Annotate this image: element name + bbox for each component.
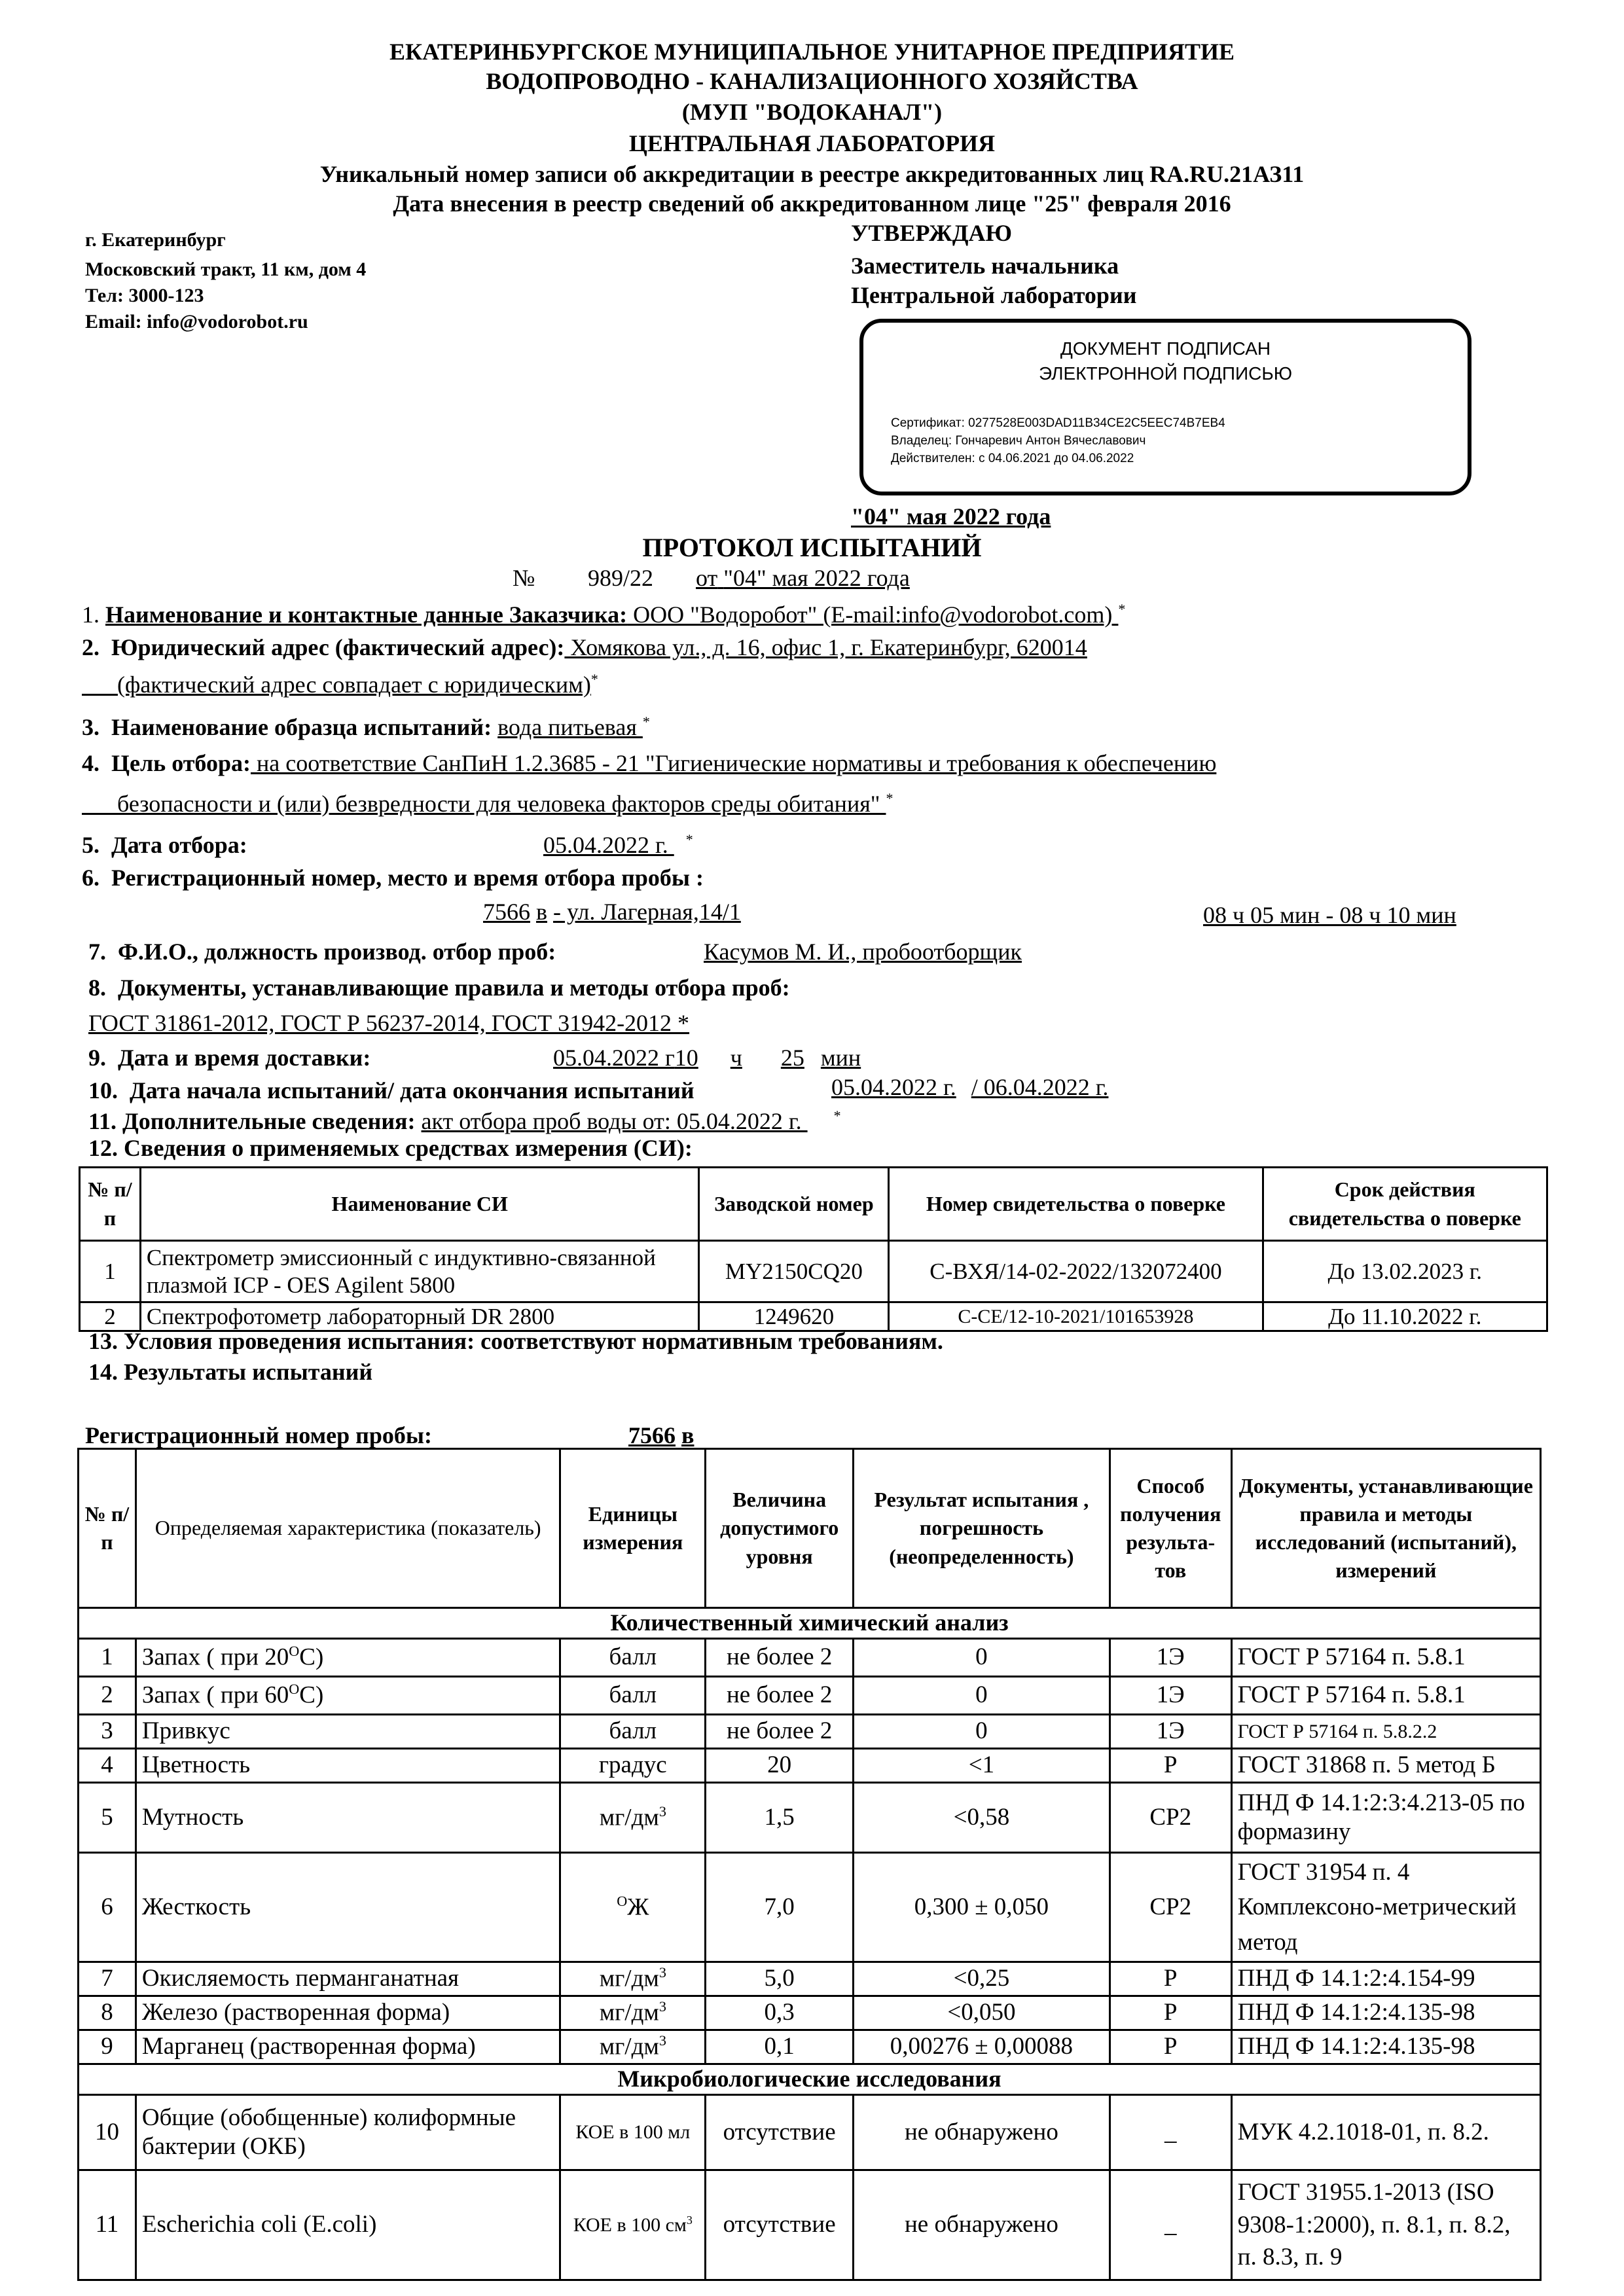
results-table: [77, 1448, 1542, 2281]
row7-limit: 5,0: [706, 1962, 854, 1996]
results-header-units: Единицы измерения: [560, 1449, 706, 1608]
stamp-line2: ЭЛЕКТРОННОЙ ПОДПИСЬЮ: [1038, 363, 1292, 384]
field-5-value-wrap: [543, 831, 693, 859]
field-4: [82, 749, 1216, 777]
field-11-num: 11.: [88, 1108, 117, 1134]
protocol-title: ПРОТОКОЛ ИСПЫТАНИЙ: [642, 533, 982, 562]
field-9-label: Дата и время доставки:: [118, 1045, 371, 1071]
row11-name: Escherichia coli (E.coli): [135, 2170, 560, 2280]
field-1-asterisk: *: [1118, 601, 1126, 617]
row3-limit: не более 2: [706, 1715, 854, 1749]
row3-num: 3: [79, 1715, 136, 1749]
section-chemical: Количественный химический анализ: [79, 1608, 1541, 1639]
field-10-label: Дата начала испытаний/ дата окончания испытаний: [130, 1077, 695, 1103]
si-row2-serial: 1249620: [699, 1302, 889, 1331]
org-name-line3: (МУП "ВОДОКАНАЛ"): [681, 99, 943, 125]
field-3-num: 3.: [82, 714, 99, 740]
field-9-h: ч: [730, 1045, 742, 1071]
row4-doc: ГОСТ 31868 п. 5 метод Б: [1231, 1749, 1540, 1783]
row1-name: Запах ( при $20^ОС$): [135, 1639, 560, 1677]
table-row: [79, 1677, 1541, 1715]
field-5: [82, 831, 247, 859]
electronic-signature-stamp: [859, 319, 1471, 495]
approval-position2: Центральной лаборатории: [851, 282, 1137, 308]
si-row1-serial: MY2150CQ20: [699, 1241, 889, 1302]
field-8-value: ГОСТ 31861-2012, ГОСТ Р 56237-2014, ГОСТ 31942-2012 *: [88, 1010, 690, 1036]
si-header-name: Наименование СИ: [140, 1168, 699, 1241]
row2-result: 0: [854, 1677, 1110, 1715]
field-7-value-wrap: [704, 938, 1022, 965]
si-row1-num: 1: [80, 1241, 141, 1302]
row7-method: Р: [1110, 1962, 1231, 1996]
stamp-owner: Владелец: Гончаревич Антон Вячеславович: [891, 434, 1146, 448]
results-header-characteristic: Определяемая характеристика (показатель): [135, 1449, 560, 1608]
approval-date: "04" мая 2022 года: [851, 503, 1051, 529]
protocol-date-value: "04" мая 2022 года: [723, 565, 910, 591]
field-13-label: Условия проведения испытания: соответствуют нормативным требованиям.: [124, 1328, 943, 1354]
field-9-values: [553, 1044, 861, 1071]
si-row1-name: Спектрометр эмиссионный с индуктивно-связанной плазмой ICP - OES Agilent 5800: [140, 1241, 699, 1302]
row2-name: Запах ( при $60^ОС$): [135, 1677, 560, 1715]
row9-unit: $мг/дм^3$: [560, 2030, 706, 2064]
registry-date: Дата внесения в реестр сведений об аккредитованном лице "25" февраля 2016: [393, 190, 1231, 217]
field-6-reg-number: 7566: [483, 899, 530, 925]
protocol-number: 989/22: [588, 565, 654, 591]
field-14-num: 14.: [88, 1359, 118, 1385]
field-4-value: на соответствие СанПиН 1.2.3685 - 21 "Гигиенические нормативы и требования к обеспечению: [250, 750, 1217, 776]
field-6-place: - ул. Лагерная,14/1: [553, 899, 741, 925]
stamp-validity: Действителен: с 04.06.2021 до 04.06.2022: [891, 452, 1134, 465]
row9-name: Марганец (растворенная форма): [135, 2030, 560, 2064]
row8-name: Железо (растворенная форма): [135, 1996, 560, 2030]
field-3-value: вода питьевая: [497, 714, 643, 740]
field-14-label: Результаты испытаний: [124, 1359, 373, 1385]
results-header-method: Способ получения результа-тов: [1110, 1449, 1231, 1608]
row11-unit: КОЕ в 100 $см^3$: [560, 2170, 706, 2280]
field-2: [82, 634, 1087, 661]
row7-name: Окисляемость перманганатная: [135, 1962, 560, 1996]
accreditation-number: Уникальный номер записи об аккредитации в реестре аккредитованных лиц RA.RU.21АЗ11: [319, 161, 1305, 187]
contact-email: Email: info@vodorobot.ru: [85, 311, 308, 332]
results-header-num: № п/п: [79, 1449, 136, 1608]
row11-doc: ГОСТ 31955.1-2013 (ISO 9308-1:2000), п. 8.1, п. 8.2, п. 8.3, п. 9: [1231, 2170, 1540, 2280]
row11-limit: отсутствие: [706, 2170, 854, 2280]
section-row: [79, 2064, 1541, 2095]
row1-num: 1: [79, 1639, 136, 1677]
row2-num: 2: [79, 1677, 136, 1715]
sample-reg-label: Регистрационный номер пробы:: [85, 1422, 432, 1448]
field-4-label: Цель отбора:: [111, 750, 251, 776]
field-1-label: Наименование и контактные данные Заказчика:: [105, 601, 628, 628]
field-6-values: [483, 898, 741, 925]
table-row: [80, 1241, 1547, 1302]
field-12-num: 12.: [88, 1135, 118, 1161]
field-6-time-wrap: [1203, 901, 1456, 929]
si-table-header: [80, 1168, 1547, 1241]
row5-method: СР2: [1110, 1783, 1231, 1853]
field-6: [82, 864, 704, 891]
contact-phone: Тел: 3000-123: [85, 285, 204, 306]
results-header-result: Результат испытания , погрешность (неопределенность): [854, 1449, 1110, 1608]
field-2-value: Хомякова ул., д. 16, офис 1, г. Екатеринбург, 620014: [564, 634, 1087, 660]
row6-limit: 7,0: [706, 1853, 854, 1962]
approval-title: УТВЕРЖДАЮ: [851, 220, 1013, 246]
si-header-serial: Заводской номер: [699, 1168, 889, 1241]
field-3-label: Наименование образца испытаний:: [111, 714, 492, 740]
field-6-num: 6.: [82, 865, 99, 891]
row8-doc: ПНД Ф 14.1:2:4.135-98: [1231, 1996, 1540, 2030]
results-table-header: [79, 1449, 1541, 1608]
row11-method: _: [1110, 2170, 1231, 2280]
row8-limit: 0,3: [706, 1996, 854, 2030]
row6-result: 0,300 ± 0,050: [854, 1853, 1110, 1962]
row10-name: Общие (обобщенные) колиформные бактерии (ОКБ): [135, 2095, 560, 2170]
field-10-end: / 06.04.2022 г.: [971, 1074, 1109, 1100]
field-8-label: Документы, устанавливающие правила и методы отбора проб:: [118, 975, 790, 1001]
field-2-asterisk: *: [590, 671, 598, 687]
row11-num: 11: [79, 2170, 136, 2280]
row3-doc: ГОСТ Р 57164 п. 5.8.2.2: [1231, 1715, 1540, 1749]
row4-result: <1: [854, 1749, 1110, 1783]
row7-result: <0,25: [854, 1962, 1110, 1996]
field-10-values: [831, 1073, 1108, 1101]
stamp-line1: ДОКУМЕНТ ПОДПИСАН: [1060, 338, 1271, 359]
field-4-num: 4.: [82, 750, 99, 776]
row10-result: не обнаружено: [854, 2095, 1110, 2170]
table-row: [79, 1639, 1541, 1677]
field-12-label: Сведения о применяемых средствах измерения (СИ):: [124, 1135, 693, 1161]
field-4-line2: [82, 790, 893, 817]
field-10-num: 10.: [88, 1077, 118, 1103]
row4-limit: 20: [706, 1749, 854, 1783]
field-6-letter: в: [536, 899, 547, 925]
results-header-docs: Документы, устанавливающие правила и методы исследований (испытаний), измерений: [1231, 1449, 1540, 1608]
row11-result: не обнаружено: [854, 2170, 1110, 2280]
field-9: [88, 1044, 370, 1071]
row5-doc: ПНД Ф 14.1:2:3:4.213-05 по формазину: [1231, 1783, 1540, 1853]
field-8-num: 8.: [88, 975, 106, 1001]
org-name-line2: ВОДОПРОВОДНО - КАНАЛИЗАЦИОННОГО ХОЗЯЙСТВА: [486, 68, 1138, 94]
field-2-label: Юридический адрес (фактический адрес):: [111, 634, 565, 660]
section-microbiology: Микробиологические исследования: [79, 2064, 1541, 2095]
row1-doc: ГОСТ Р 57164 п. 5.8.1: [1231, 1639, 1540, 1677]
org-name-line1: ЕКАТЕРИНБУРГСКОЕ МУНИЦИПАЛЬНОЕ УНИТАРНОЕ ПРЕДПРИЯТИЕ: [389, 39, 1235, 65]
results-header-limit: Величина допустимого уровня: [706, 1449, 854, 1608]
row6-name: Жесткость: [135, 1853, 560, 1962]
field-12: [88, 1134, 693, 1162]
row6-num: 6: [79, 1853, 136, 1962]
field-1-num: 1.: [82, 601, 99, 628]
table-row: [79, 2170, 1541, 2280]
protocol-no-label: №: [513, 565, 535, 591]
field-11-value: акт отбора проб воды от: 05.04.2022 г.: [421, 1108, 808, 1134]
row8-method: Р: [1110, 1996, 1231, 2030]
field-5-value: 05.04.2022 г.: [543, 832, 674, 858]
field-13: [88, 1327, 943, 1355]
table-row: [79, 1962, 1541, 1996]
row6-method: СР2: [1110, 1853, 1231, 1962]
row9-doc: ПНД Ф 14.1:2:4.135-98: [1231, 2030, 1540, 2064]
row4-method: Р: [1110, 1749, 1231, 1783]
table-row: [79, 2030, 1541, 2064]
row10-num: 10: [79, 2095, 136, 2170]
stamp-certificate: Сертификат: 0277528E003DAD11B34CE2C5EEC74B7EB4: [891, 416, 1225, 430]
field-5-num: 5.: [82, 832, 99, 858]
row9-result: 0,00276 ± 0,00088: [854, 2030, 1110, 2064]
row10-doc: МУК 4.2.1018-01, п. 8.2.: [1231, 2095, 1540, 2170]
field-8: [88, 974, 790, 1001]
row4-num: 4: [79, 1749, 136, 1783]
row2-doc: ГОСТ Р 57164 п. 5.8.1: [1231, 1677, 1540, 1715]
field-9-date: 05.04.2022 г: [553, 1045, 675, 1071]
si-row2-num: 2: [80, 1302, 141, 1331]
field-11-label: Дополнительные сведения:: [122, 1108, 416, 1134]
row6-doc: ГОСТ 31954 п. 4 Комплексоно-метрический метод: [1231, 1853, 1540, 1962]
field-10-start: 05.04.2022 г.: [831, 1074, 956, 1100]
row3-result: 0: [854, 1715, 1110, 1749]
row10-method: _: [1110, 2095, 1231, 2170]
approval-position1: Заместитель начальника: [851, 253, 1119, 279]
row7-num: 7: [79, 1962, 136, 1996]
field-11: [88, 1107, 841, 1135]
table-row: [79, 1715, 1541, 1749]
lab-name: ЦЕНТРАЛЬНАЯ ЛАБОРАТОРИЯ: [628, 130, 996, 156]
row2-method: 1Э: [1110, 1677, 1231, 1715]
si-table: [79, 1166, 1548, 1332]
sample-letter: в: [681, 1422, 695, 1448]
field-9-hours: 10: [674, 1045, 698, 1071]
si-row2-cert: С-СЕ/12-10-2021/101653928: [889, 1302, 1263, 1331]
field-13-num: 13.: [88, 1328, 118, 1354]
si-header-valid: Срок действия свидетельства о поверке: [1263, 1168, 1547, 1241]
row9-limit: 0,1: [706, 2030, 854, 2064]
row5-result: <0,58: [854, 1783, 1110, 1853]
table-row: [79, 1853, 1541, 1962]
table-row: [79, 1749, 1541, 1783]
contact-city: г. Екатеринбург: [85, 229, 226, 251]
si-row2-valid: До 11.10.2022 г.: [1263, 1302, 1547, 1331]
field-5-label: Дата отбора:: [111, 832, 247, 858]
field-1-value: ООО "Водоробот" (E-mail:info@vodorobot.com): [627, 601, 1119, 628]
field-5-asterisk: *: [685, 831, 693, 848]
row7-doc: ПНД Ф 14.1:2:4.154-99: [1231, 1962, 1540, 1996]
table-row: [79, 1783, 1541, 1853]
field-2-num: 2.: [82, 634, 99, 660]
field-6-label: Регистрационный номер, место и время отбора пробы :: [111, 865, 704, 891]
si-row2-name: Спектрофотометр лабораторный DR 2800: [140, 1302, 699, 1331]
row4-name: Цветность: [135, 1749, 560, 1783]
row1-unit: балл: [560, 1639, 706, 1677]
row2-limit: не более 2: [706, 1677, 854, 1715]
field-7-value: Касумов М. И., пробоотборщик: [704, 939, 1022, 965]
row10-limit: отсутствие: [706, 2095, 854, 2170]
row5-unit: $мг/дм^3$: [560, 1783, 706, 1853]
row2-unit: балл: [560, 1677, 706, 1715]
field-10: [88, 1077, 695, 1104]
row10-unit: КОЕ в 100 мл: [560, 2095, 706, 2170]
row6-unit: $^О$Ж: [560, 1853, 706, 1962]
row3-name: Привкус: [135, 1715, 560, 1749]
sample-reg-number: [628, 1422, 694, 1449]
field-1: [82, 601, 1125, 628]
row3-method: 1Э: [1110, 1715, 1231, 1749]
field-6-time: 08 ч 05 мин - 08 ч 10 мин: [1203, 902, 1456, 928]
row8-num: 8: [79, 1996, 136, 2030]
row5-name: Мутность: [135, 1783, 560, 1853]
row9-num: 9: [79, 2030, 136, 2064]
row8-unit: $мг/дм^3$: [560, 1996, 706, 2030]
row8-result: <0,050: [854, 1996, 1110, 2030]
field-4-value2: безопасности и (или) безвредности для человека факторов среды обитания": [117, 791, 886, 817]
row9-method: Р: [1110, 2030, 1231, 2064]
row5-num: 5: [79, 1783, 136, 1853]
field-4-asterisk: *: [886, 790, 893, 806]
protocol-date-label: от: [696, 565, 718, 591]
row1-limit: не более 2: [706, 1639, 854, 1677]
si-row1-valid: До 13.02.2023 г.: [1263, 1241, 1547, 1302]
field-7: [88, 938, 556, 965]
si-header-cert: Номер свидетельства о поверке: [889, 1168, 1263, 1241]
protocol-date: [696, 564, 910, 592]
field-3: [82, 713, 650, 741]
row1-method: 1Э: [1110, 1639, 1231, 1677]
field-11-asterisk: *: [833, 1107, 841, 1124]
field-2-line2: [82, 671, 598, 698]
table-row: [79, 1996, 1541, 2030]
row3-unit: балл: [560, 1715, 706, 1749]
sample-number: 7566: [628, 1422, 676, 1448]
table-row: [79, 2095, 1541, 2170]
section-row: [79, 1608, 1541, 1639]
field-8-value-wrap: [88, 1009, 689, 1037]
row1-result: 0: [854, 1639, 1110, 1677]
field-7-num: 7.: [88, 939, 106, 965]
table-row: [80, 1302, 1547, 1331]
field-7-label: Ф.И.О., должность производ. отбор проб:: [118, 939, 556, 965]
contact-address: Московский тракт, 11 км, дом 4: [85, 259, 367, 280]
row7-unit: $мг/дм^3$: [560, 1962, 706, 1996]
si-row1-cert: С-ВХЯ/14-02-2022/132072400: [889, 1241, 1263, 1302]
field-9-min: мин: [820, 1045, 861, 1071]
field-9-num: 9.: [88, 1045, 106, 1071]
field-2-value2: (фактический адрес совпадает с юридическим): [117, 672, 591, 698]
row4-unit: градус: [560, 1749, 706, 1783]
field-9-minutes: 25: [780, 1045, 804, 1071]
field-3-asterisk: *: [642, 713, 650, 730]
row5-limit: 1,5: [706, 1783, 854, 1853]
si-header-num: № п/п: [80, 1168, 141, 1241]
field-14: [88, 1358, 372, 1386]
